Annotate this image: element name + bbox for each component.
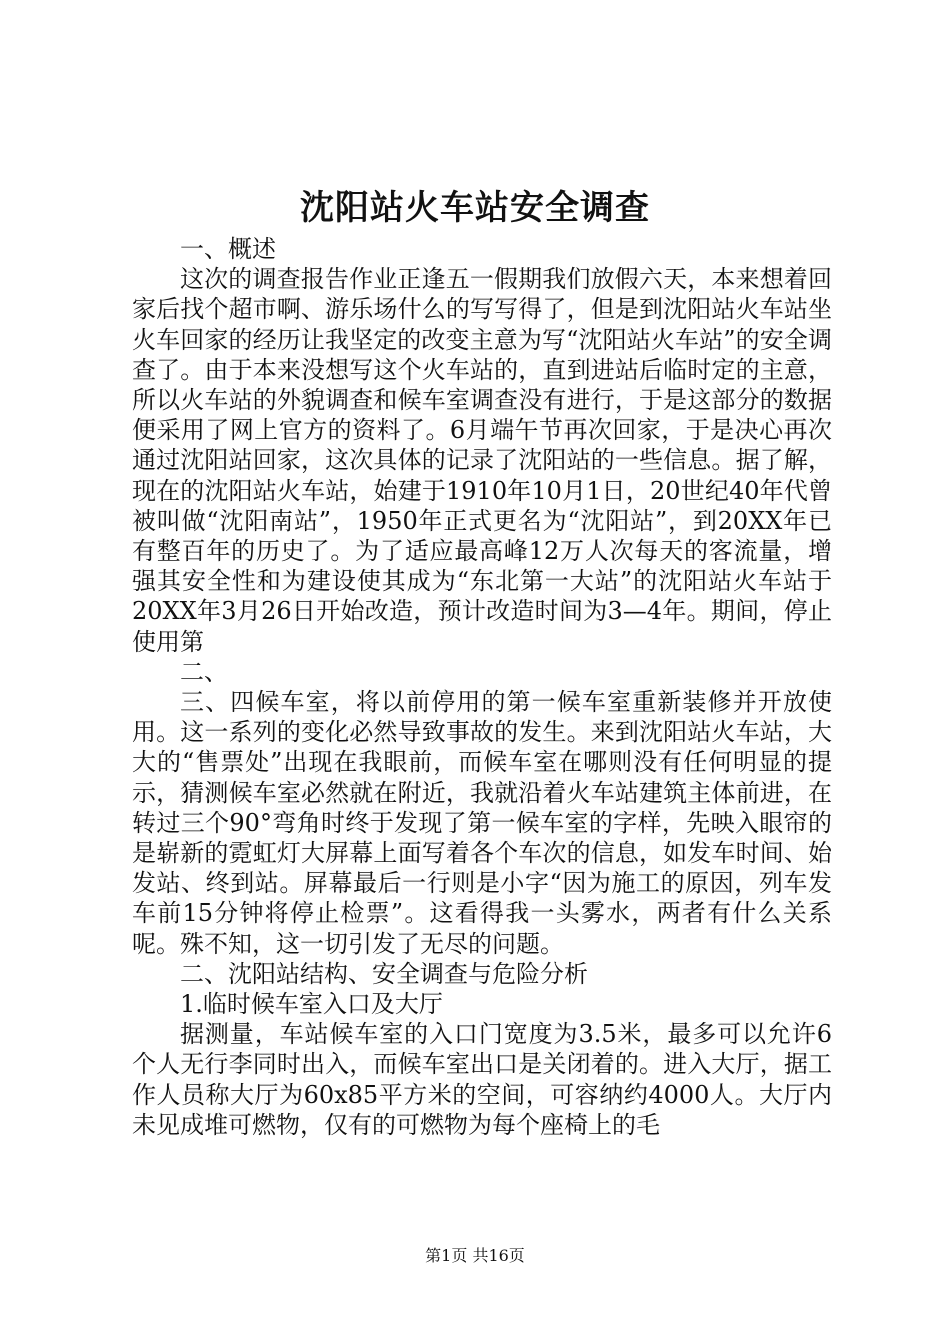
section-heading-overview: 一、概述 [180,235,276,263]
section-heading-structure: 二、沈阳站结构、安全调查与危险分析 [180,959,588,988]
page-footer: 第1页 共16页 [425,1246,525,1265]
document-body [132,234,832,1140]
section-marker: 二、 [180,657,228,686]
subsection-heading: 1.临时候车室入口及大厅 [180,990,443,1019]
paragraph: 这次的调查报告作业正逢五一假期我们放假六天，本来想着回家后找个超市啊、游乐场什么的写写得了，但是到沈阳站火车站坐火车回家的经历让我坚定的改变主意为写“沈阳站火车站”的安全调查了。由于本来没想写这个火车站的，直到进站后临时定的主意，所以火车站的外貌调查和候车室调查没有进行，于是这部分的数据便采用了网上官方的资料了。6月端午节再次回家，于是决心再次通过沈阳站回家，这次具体的记录了沈阳站的一些信息。据了解，现在的沈阳站火车站，始建于1910年10月1日，20世纪40年代曾被叫做“沈阳南站”，1950年正式更名为“沈阳站”，到20XX年已有整百年的历史了。为了适应最高峰12万人次每天的客流量，增强其安全性和为建设使其成为“东北第一大站”的沈阳站火车站于20XX年3月26日开始改造，预计改造时间为3—4年。期间，停止使用第 [132,265,832,656]
paragraph: 三、四候车室，将以前停用的第一候车室重新装修并开放使用。这一系列的变化必然导致事故的发生。来到沈阳站火车站，大大的“售票处”出现在我眼前，而候车室在哪则没有任何明显的提示，猜测候车室必然就在附近，我就沿着火车站建筑主体前进，在转过三个90°弯角时终于发现了第一候车室的字样，先映入眼帘的是崭新的霓虹灯大屏幕上面写着各个车次的信息，如发车时间、始发站、终到站。屏幕最后一行则是小字“因为施工的原因，列车发车前15分钟将停止检票”。这看得我一头雾水，两者有什么关系呢。殊不知，这一切引发了无尽的问题。 [132,688,832,958]
paragraph: 据测量，车站候车室的入口门宽度为3.5米，最多可以允许6个人无行李同时出入，而候车室出口是关闭着的。进入大厅，据工作人员称大厅为60x85平方米的空间，可容纳约4000人。大厅内未见成堆可燃物，仅有的可燃物为每个座椅上的毛 [132,1020,832,1139]
document-title: 沈阳站火车站安全调查 [300,188,650,228]
